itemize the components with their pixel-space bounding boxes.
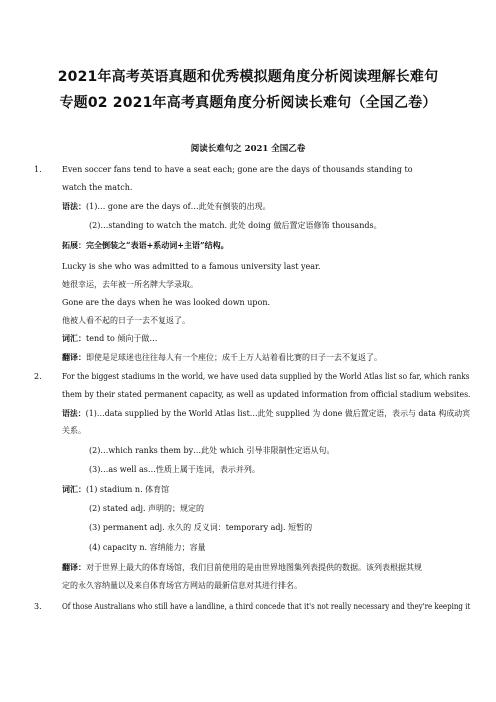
translation-label: 翻译： xyxy=(62,562,86,572)
translation-text: 定的永久容纳量以及来自体育场官方网站的最新信息对其进行排名。 xyxy=(62,581,302,590)
grammar-note: (3)…as well as…性质上属于连词，表示并列。 xyxy=(89,465,260,474)
example-chinese: 她很幸运，去年被一所名牌大学录取。 xyxy=(62,280,198,289)
vocab-entry: (3) permanent adj. 永久的 反义词：temporary adj. 短暂的 xyxy=(89,523,313,532)
item-number: 2. xyxy=(34,372,42,381)
example-english: Lucky is she who was admitted to a famous university last year. xyxy=(62,262,321,271)
grammar-row xyxy=(62,201,271,212)
section-heading: 阅读长难句之 2021 全国乙卷 xyxy=(190,144,306,154)
translation-label: 翻译： xyxy=(62,352,86,362)
item-number: 3. xyxy=(34,602,42,611)
example-english: Gone are the days when he was looked down upon. xyxy=(62,298,271,307)
item-number: 1. xyxy=(34,165,42,174)
grammar-note: (2)…which ranks them by…此处 which 引导非限制性定语从句。 xyxy=(89,446,335,455)
example-chinese: 他被人看不起的日子一去不复返了。 xyxy=(62,316,190,325)
vocab-label: 词汇： xyxy=(62,333,86,343)
sentence-line: Of those Australians who still have a landline, a third concede that it's not really necessary and they're keeping it xyxy=(62,602,471,611)
vocab-label: 词汇： xyxy=(62,484,86,494)
translation-text: 即使是足球迷也往往每人有一个座位；成千上万人站着看比赛的日子一去不复返了。 xyxy=(86,353,382,362)
sentence-line: watch the match. xyxy=(62,183,133,192)
extension-label: 拓展： xyxy=(62,240,86,250)
translation-row xyxy=(62,562,422,573)
grammar-row xyxy=(62,408,470,419)
sentence-line: them by their stated permanent capacity, as well as updated information from official stadium websites. xyxy=(62,390,471,399)
grammar-label: 语法： xyxy=(62,408,86,418)
vocab-row xyxy=(62,333,157,344)
extension-row xyxy=(62,240,229,251)
sentence-line: For the biggest stadiums in the world, we have used data supplied by the World Atlas list so far, which ranks xyxy=(62,372,470,381)
document-title-line2: 专题02 2021年高考真题角度分析阅读长难句（全国乙卷） xyxy=(59,95,437,111)
vocab-entry: (2) stated adj. 声明的；规定的 xyxy=(89,504,205,513)
vocab-entry: (1) stadium n. 体育馆 xyxy=(86,485,170,494)
grammar-note: (1)…data supplied by the World Atlas list…此处 supplied 为 done 做后置定语，表示与 data 构成动宾 xyxy=(85,409,471,418)
grammar-note: (1)… gone are the days of…此处有倒装的出现。 xyxy=(86,202,271,211)
document-title-line1: 2021年高考英语真题和优秀模拟题角度分析阅读理解长难句 xyxy=(57,69,439,85)
grammar-note: 关系。 xyxy=(62,426,86,435)
translation-row xyxy=(62,352,382,363)
vocab-entry: (4) capacity n. 容纳能力；容量 xyxy=(89,543,206,552)
extension-text: 完全倒装之“表语+系动词+主语”结构。 xyxy=(86,240,229,250)
vocab-row xyxy=(62,484,169,495)
vocab-text: tend to 倾向于做… xyxy=(86,334,158,343)
sentence-line: Even soccer fans tend to have a seat each; gone are the days of thousands standing to xyxy=(62,165,413,174)
translation-text: 对于世界上最大的体育场馆，我们目前使用的是由世界地图集列表提供的数据。该列表根据其规 xyxy=(86,563,422,572)
grammar-label: 语法： xyxy=(62,201,86,211)
grammar-note: (2)…standing to watch the match. 此处 doing 做后置定语修饰 thousands。 xyxy=(89,221,382,230)
